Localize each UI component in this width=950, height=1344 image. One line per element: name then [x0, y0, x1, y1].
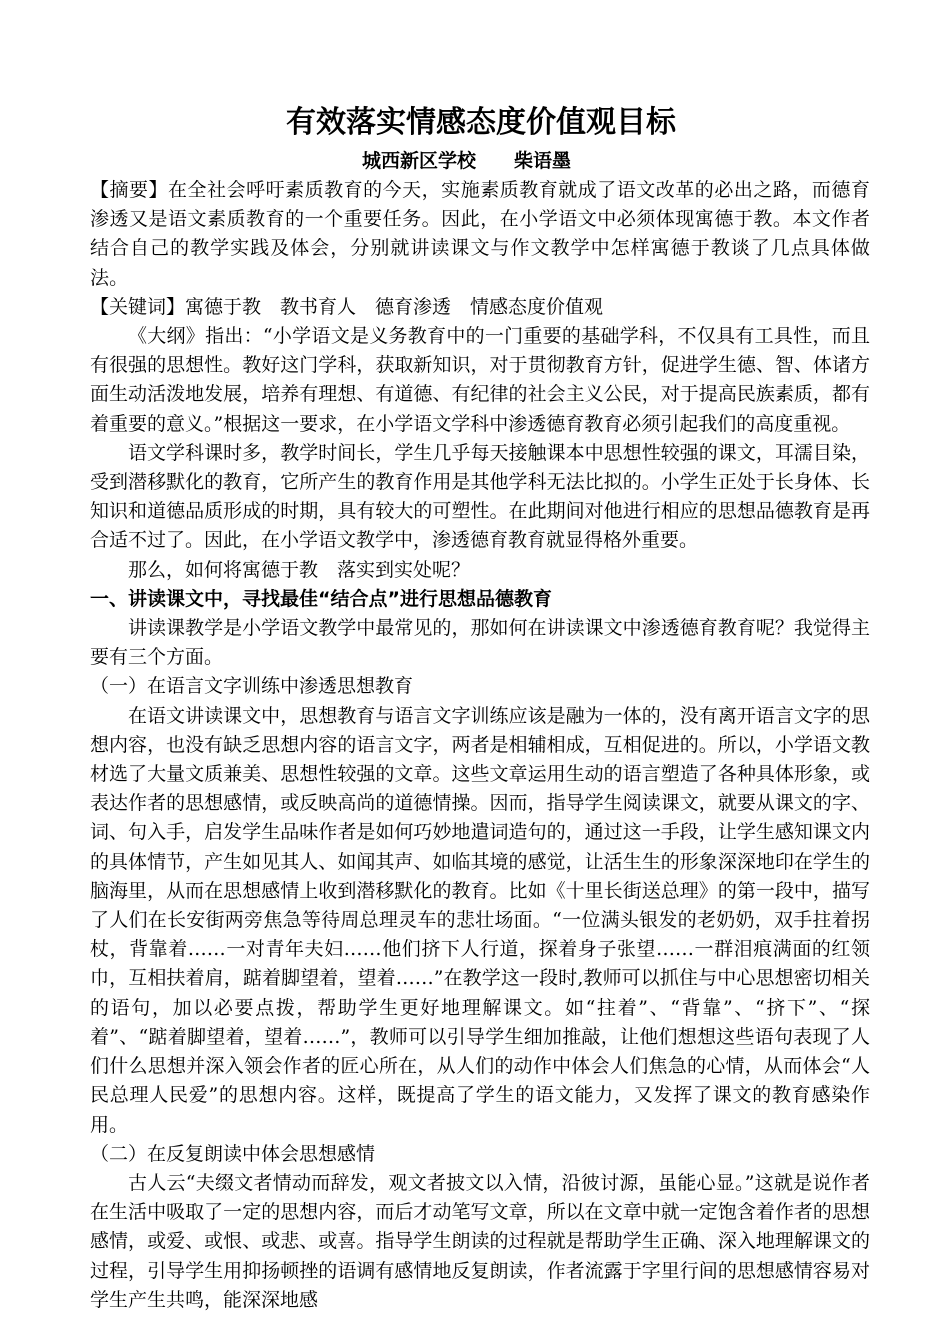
- abstract-paragraph: 【摘要】在全社会呼吁素质教育的今天，实施素质教育就成了语文改革的必出之路，而德育渗透又是语文素质教育的一个重要任务。因此，在小学语文中必须体现寓德于教。本文作者结合自己的教学实践及体会，分别就讲读课文与作文教学中怎样寓德于教谈了几点具体做法。: [90, 179, 870, 289]
- keywords-line: 【关键词】寓德于教 教书育人 德育渗透 情感态度价值观: [90, 295, 604, 318]
- body-paragraph: 语文学科课时多，教学时间长，学生几乎每天接触课本中思想性较强的课文，耳濡目染，受到潜移默化的教育，它所产生的教育作用是其他学科无法比拟的。小学生正处于长身体、长知识和道德品质形成的时期，具有较大的可塑性。在此期间对他进行相应的思想品德教育是再合适不过了。因此，在小学语文教学中，渗透德育教育就显得格外重要。: [90, 441, 870, 552]
- section-heading: 一、讲读课文中，寻找最佳“结合点”进行思想品德教育: [90, 587, 552, 610]
- subsection-heading: （二）在反复朗读中体会思想感情: [90, 1142, 376, 1165]
- author-line: 城西新区学校 柴语墨: [362, 150, 572, 172]
- subsection-heading: （一）在语言文字训练中渗透思想教育: [90, 675, 414, 698]
- body-paragraph: 那么，如何将寓德于教 落实到实处呢？: [128, 558, 471, 581]
- body-paragraph: 古人云“夫缀文者情动而辞发，观文者披文以入情，沿彼讨源，虽能心显。”这就是说作者在生活中吸取了一定的思想内容，而后才动笔写文章，所以在文章中就一定饱含着作者的思想感情，或爱、或恨、或悲、或喜。指导学生朗读的过程就是帮助学生正确、深入地理解课文的过程，引导学生用抑扬顿挫的语调有感情地反复朗读，作者流露于字里行间的思想感情容易对学生产生共鸣，能深深地感: [90, 1171, 870, 1311]
- body-paragraph: 在语文讲读课文中，思想教育与语言文字训练应该是融为一体的，没有离开语言文字的思想内容，也没有缺乏思想内容的语言文字，两者是相辅相成，互相促进的。所以，小学语文教材选了大量文质兼美、思想性较强的文章。这些文章运用生动的语言塑造了各种具体形象，或表达作者的思想感情，或反映高尚的道德情操。因而，指导学生阅读课文，就要从课文的字、词、句入手，启发学生品味作者是如何巧妙地遣词造句的，通过这一手段，让学生感知课文内的具体情节，产生如见其人、如闻其声、如临其境的感觉，让活生生的形象深深地印在学生的脑海里，从而在思想感情上收到潜移默化的教育。比如《十里长街送总理》的第一段中，描写了人们在长安街两旁焦急等待周总理灵车的悲壮场面。“一位满头银发的老奶奶，双手拄着拐杖，背靠着……一对青年夫妇……他们挤下人行道，探着身子张望……一群泪痕满面的红领巾，互相扶着肩，踮着脚望着，望着……”在教学这一段时,教师可以抓住与中心思想密切相关的语句，加以必要点拨，帮助学生更好地理解课文。如“拄着”、“背靠”、“挤下”、“探着”、“踮着脚望着，望着……”，教师可以引导学生细加推敲，让他们想想这些语句表现了人们什么思想并深入领会作者的匠心所在，从人们的动作中体会人们焦急的心情，从而体会“人民总理人民爱”的思想内容。这样，既提高了学生的语文能力，又发挥了课文的教育感染作用。: [90, 704, 870, 1136]
- document-page: [90, 100, 870, 1315]
- body-paragraph: 讲读课教学是小学语文教学中最常见的，那如何在讲读课文中渗透德育教育呢？我觉得主要有三个方面。: [90, 617, 870, 669]
- document-title: 有效落实情感态度价值观目标: [286, 105, 676, 140]
- body-paragraph: 《大纲》指出：“小学语文是义务教育中的一门重要的基础学科，不仅具有工具性，而且有很强的思想性。教好这门学科，获取新知识，对于贯彻教育方针，促进学生德、智、体诸方面生动活泼地发展，培养有理想、有道德、有纪律的社会主义公民，对于提高民族素质，都有着重要的意义。”根据这一要求，在小学语文学科中渗透德育教育必须引起我们的高度重视。: [90, 325, 870, 435]
